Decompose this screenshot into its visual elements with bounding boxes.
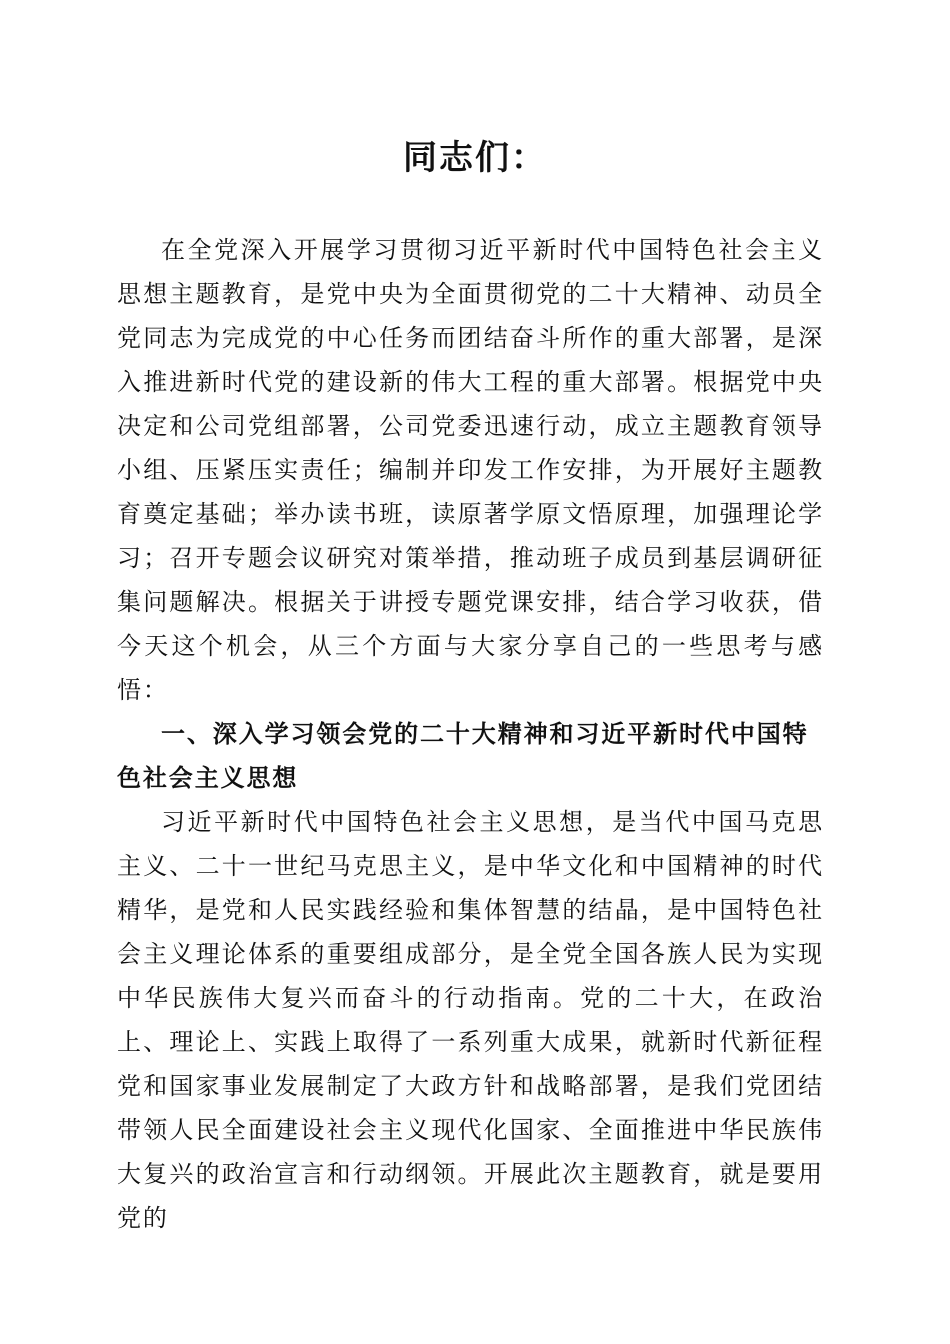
intro-paragraph: 在全党深入开展学习贯彻习近平新时代中国特色社会主义思想主题教育，是党中央为全面贯彻党的二十大精神、动员全党同志为完成党的中心任务而团结奋斗所作的重大部署，是深入推进新时代党的建设新的伟大工程的重大部署。根据党中央决定和公司党组部署，公司党委迅速行动，成立主题教育领导小组、压紧压实责任；编制并印发工作安排，为开展好主题教育奠定基础；举办读书班，读原著学原文悟原理，加强理论学习；召开专题会议研究对策举措，推动班子成员到基层调研征集问题解决。根据关于讲授专题党课安排，结合学习收获，借今天这个机会，从三个方面与大家分享自己的一些思考与感悟： [117, 236, 824, 704]
document-title: 同志们： [403, 138, 547, 178]
document-body [117, 228, 824, 1240]
section-1-paragraph: 习近平新时代中国特色社会主义思想，是当代中国马克思主义、二十一世纪马克思主义，是中华文化和中国精神的时代精华，是党和人民实践经验和集体智慧的结晶，是中国特色社会主义理论体系的重要组成部分，是全党全国各族人民为实现中华民族伟大复兴而奋斗的行动指南。党的二十大，在政治上、理论上、实践上取得了一系列重大成果，就新时代新征程党和国家事业发展制定了大政方针和战略部署，是我们党团结带领人民全面建设社会主义现代化国家、全面推进中华民族伟大复兴的政治宣言和行动纲领。开展此次主题教育，就是要用党的 [117, 808, 824, 1232]
section-1-heading: 一、深入学习领会党的二十大精神和习近平新时代中国特色社会主义思想 [117, 720, 809, 792]
